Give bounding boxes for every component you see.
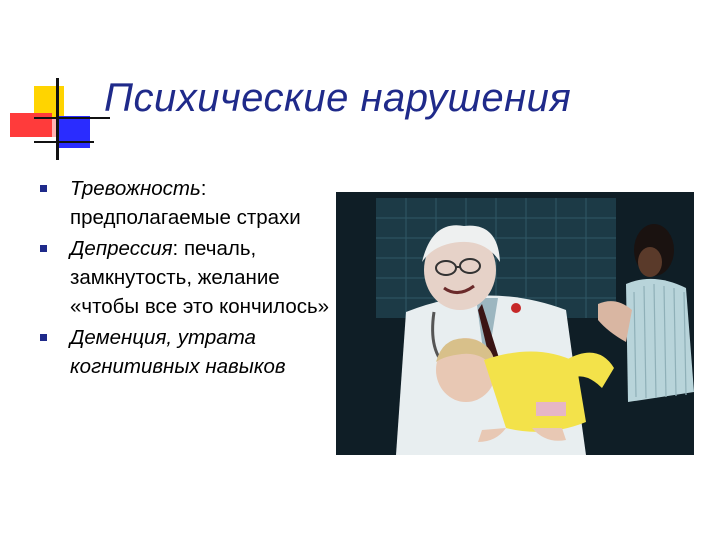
- square-bullet-icon: [40, 245, 47, 252]
- square-bullet-icon: [40, 334, 47, 341]
- square-bullet-icon: [40, 185, 47, 192]
- bullet-term: Тревожность: [70, 177, 201, 200]
- bullet-term: Деменция, утрата когнитивных навыков: [70, 326, 286, 378]
- bullet-text: предполагаемые страхи: [70, 206, 301, 229]
- bullet-item: [40, 174, 340, 232]
- photo-illustration: [336, 192, 694, 455]
- bullet-separator: :: [200, 177, 207, 200]
- bullet-separator: :: [172, 237, 184, 260]
- corner-logo-icon: [0, 0, 110, 170]
- logo-vertical-line: [56, 78, 59, 160]
- logo-blue-square: [58, 116, 90, 148]
- bullet-item: [40, 323, 340, 381]
- photo-doctor-with-child: [336, 192, 694, 455]
- slide-title: Психические нарушения: [104, 76, 572, 120]
- bullet-list: [40, 174, 340, 381]
- logo-horizontal-line: [34, 141, 94, 143]
- bullet-text: печаль, замкнутость, желание «чтобы все это кончилось»: [70, 237, 330, 318]
- bullet-item: [40, 234, 340, 321]
- bullet-term: Депрессия: [70, 237, 173, 260]
- logo-horizontal-line: [34, 117, 110, 119]
